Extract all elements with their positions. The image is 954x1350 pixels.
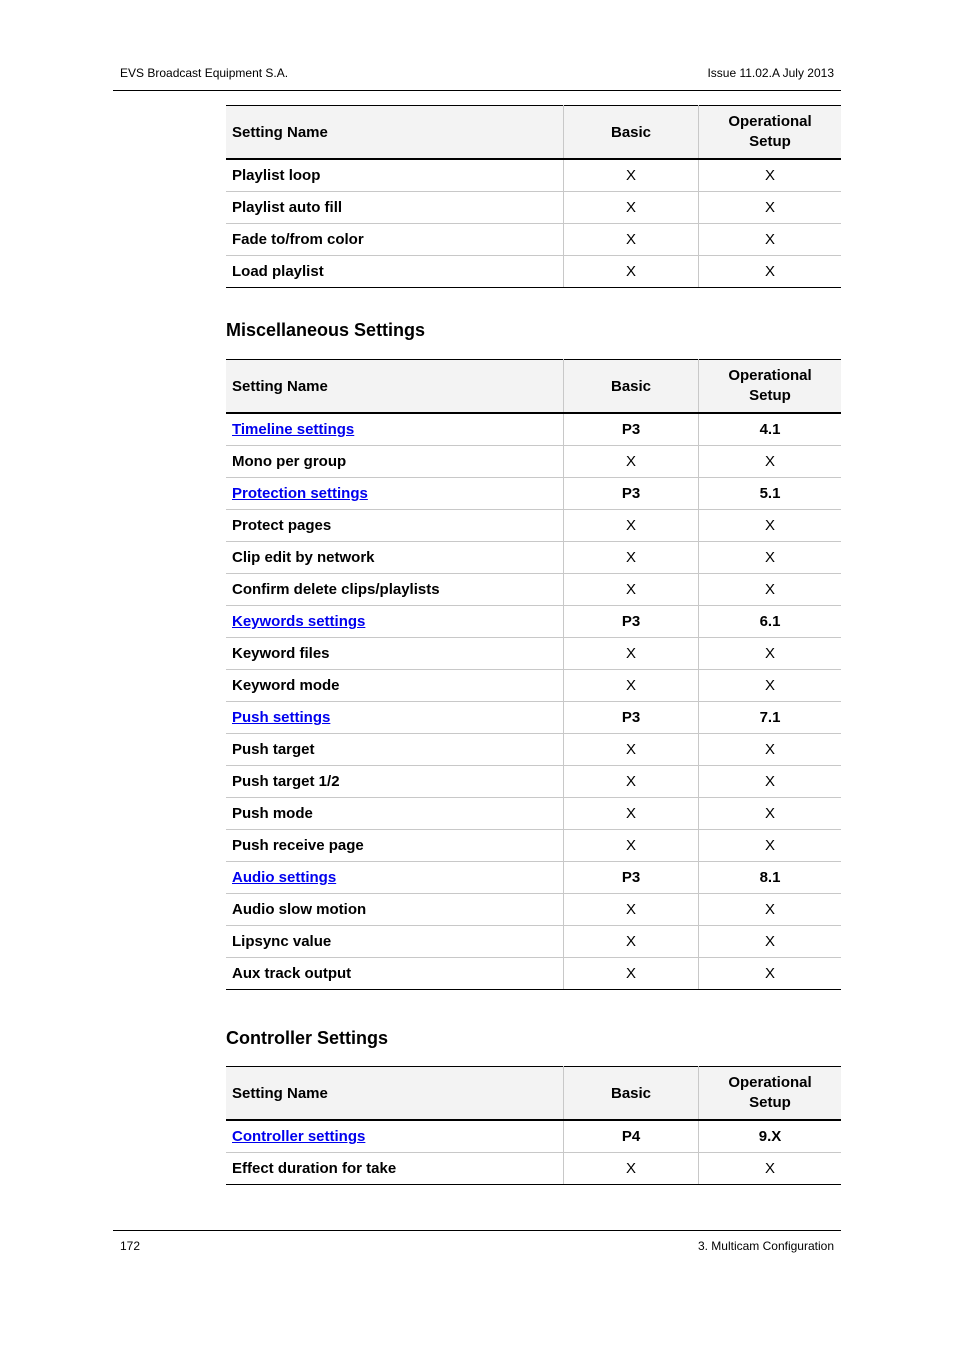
col-basic: Basic [564, 1067, 699, 1121]
operational-setup-cell: X [699, 798, 842, 830]
operational-setup-cell: X [699, 542, 842, 574]
setting-link[interactable]: Timeline settings [232, 421, 355, 438]
basic-cell: P3 [564, 702, 699, 734]
setting-name-cell: Playlist auto fill [226, 192, 564, 224]
operational-setup-cell: X [699, 510, 842, 542]
settings-table-controller [226, 1066, 841, 1185]
table-row [226, 894, 841, 926]
table-row [226, 926, 841, 958]
basic-cell: X [564, 670, 699, 702]
operational-setup-cell: 5.1 [699, 478, 842, 510]
setting-name-cell [226, 478, 564, 510]
basic-cell: X [564, 159, 699, 192]
table-row [226, 670, 841, 702]
setting-link[interactable]: Keywords settings [232, 613, 366, 630]
setting-name-cell [226, 1120, 564, 1153]
operational-setup-cell: X [699, 926, 842, 958]
operational-setup-cell: X [699, 894, 842, 926]
table-row [226, 510, 841, 542]
setting-name-cell: Keyword mode [226, 670, 564, 702]
section-title-controller: Controller Settings [226, 1028, 389, 1048]
setting-name-cell: Protect pages [226, 510, 564, 542]
basic-cell: X [564, 224, 699, 256]
basic-cell: X [564, 830, 699, 862]
setting-name-cell: Push receive page [226, 830, 564, 862]
setting-name-cell [226, 606, 564, 638]
col-setting-name: Setting Name [226, 1067, 564, 1121]
col-basic: Basic [564, 360, 699, 414]
operational-setup-cell: X [699, 830, 842, 862]
basic-cell: X [564, 734, 699, 766]
basic-cell: X [564, 958, 699, 990]
operational-setup-cell: X [699, 224, 842, 256]
setting-name-cell [226, 413, 564, 446]
basic-cell: X [564, 926, 699, 958]
operational-setup-cell: 6.1 [699, 606, 842, 638]
basic-cell: X [564, 192, 699, 224]
setting-name-cell: Load playlist [226, 256, 564, 288]
table-row [226, 958, 841, 990]
setting-link[interactable]: Audio settings [232, 869, 337, 886]
page-header [113, 62, 841, 91]
setting-name-cell: Audio slow motion [226, 894, 564, 926]
settings-table-playlist [226, 105, 841, 288]
operational-setup-cell: X [699, 1153, 842, 1185]
basic-cell: X [564, 256, 699, 288]
table-row [226, 574, 841, 606]
operational-setup-cell: 8.1 [699, 862, 842, 894]
page-footer [113, 1230, 841, 1253]
table-row [226, 413, 841, 446]
basic-cell: X [564, 798, 699, 830]
table-row [226, 862, 841, 894]
table-row [226, 830, 841, 862]
setting-name-cell: Push target 1/2 [226, 766, 564, 798]
basic-cell: X [564, 766, 699, 798]
table-row [226, 734, 841, 766]
col-setting-name: Setting Name [226, 360, 564, 414]
operational-setup-cell: X [699, 192, 842, 224]
setting-name-cell: Aux track output [226, 958, 564, 990]
setting-name-cell: Fade to/from color [226, 224, 564, 256]
setting-name-cell [226, 862, 564, 894]
operational-setup-cell: X [699, 670, 842, 702]
table-row [226, 224, 841, 256]
operational-setup-cell: X [699, 574, 842, 606]
operational-setup-cell: X [699, 256, 842, 288]
col-setting-name: Setting Name [226, 106, 564, 160]
basic-cell: X [564, 574, 699, 606]
table-row [226, 702, 841, 734]
setting-name-cell: Mono per group [226, 446, 564, 478]
operational-setup-cell: X [699, 766, 842, 798]
table-row [226, 766, 841, 798]
operational-setup-cell: X [699, 734, 842, 766]
basic-cell: P3 [564, 413, 699, 446]
header-company: EVS Broadcast Equipment S.A. [120, 66, 289, 80]
operational-setup-cell: X [699, 958, 842, 990]
basic-cell: X [564, 510, 699, 542]
setting-name-cell [226, 702, 564, 734]
setting-name-cell: Playlist loop [226, 159, 564, 192]
table-row [226, 1120, 841, 1153]
header-issue: Issue 11.02.A July 2013 [707, 66, 834, 80]
basic-cell: X [564, 1153, 699, 1185]
operational-setup-cell: X [699, 446, 842, 478]
operational-setup-cell: 7.1 [699, 702, 842, 734]
col-operational-setup: Operational Setup [699, 106, 842, 160]
table-row [226, 638, 841, 670]
basic-cell: X [564, 638, 699, 670]
setting-name-cell: Confirm delete clips/playlists [226, 574, 564, 606]
setting-name-cell: Clip edit by network [226, 542, 564, 574]
setting-name-cell: Push target [226, 734, 564, 766]
col-basic: Basic [564, 106, 699, 160]
basic-cell: P3 [564, 862, 699, 894]
table-row [226, 798, 841, 830]
basic-cell: P4 [564, 1120, 699, 1153]
settings-table-misc [226, 359, 841, 990]
operational-setup-cell: 4.1 [699, 413, 842, 446]
page-number: 172 [120, 1239, 141, 1253]
setting-link[interactable]: Protection settings [232, 485, 368, 502]
operational-setup-cell: 9.X [699, 1120, 842, 1153]
table-row [226, 159, 841, 192]
basic-cell: X [564, 542, 699, 574]
table-row [226, 192, 841, 224]
table-row [226, 606, 841, 638]
table-row [226, 478, 841, 510]
setting-name-cell: Push mode [226, 798, 564, 830]
operational-setup-cell: X [699, 159, 842, 192]
basic-cell: P3 [564, 606, 699, 638]
table-row [226, 542, 841, 574]
chapter-title: 3. Multicam Configuration [697, 1239, 834, 1253]
basic-cell: X [564, 894, 699, 926]
table-row [226, 256, 841, 288]
col-operational-setup: Operational Setup [699, 1067, 842, 1121]
setting-link[interactable]: Push settings [232, 709, 331, 726]
section-title-misc: Miscellaneous Settings [226, 320, 426, 340]
table-row [226, 446, 841, 478]
basic-cell: X [564, 446, 699, 478]
setting-name-cell: Effect duration for take [226, 1153, 564, 1185]
setting-name-cell: Lipsync value [226, 926, 564, 958]
basic-cell: P3 [564, 478, 699, 510]
col-operational-setup: Operational Setup [699, 360, 842, 414]
setting-link[interactable]: Controller settings [232, 1128, 366, 1145]
table-row [226, 1153, 841, 1185]
setting-name-cell: Keyword files [226, 638, 564, 670]
operational-setup-cell: X [699, 638, 842, 670]
